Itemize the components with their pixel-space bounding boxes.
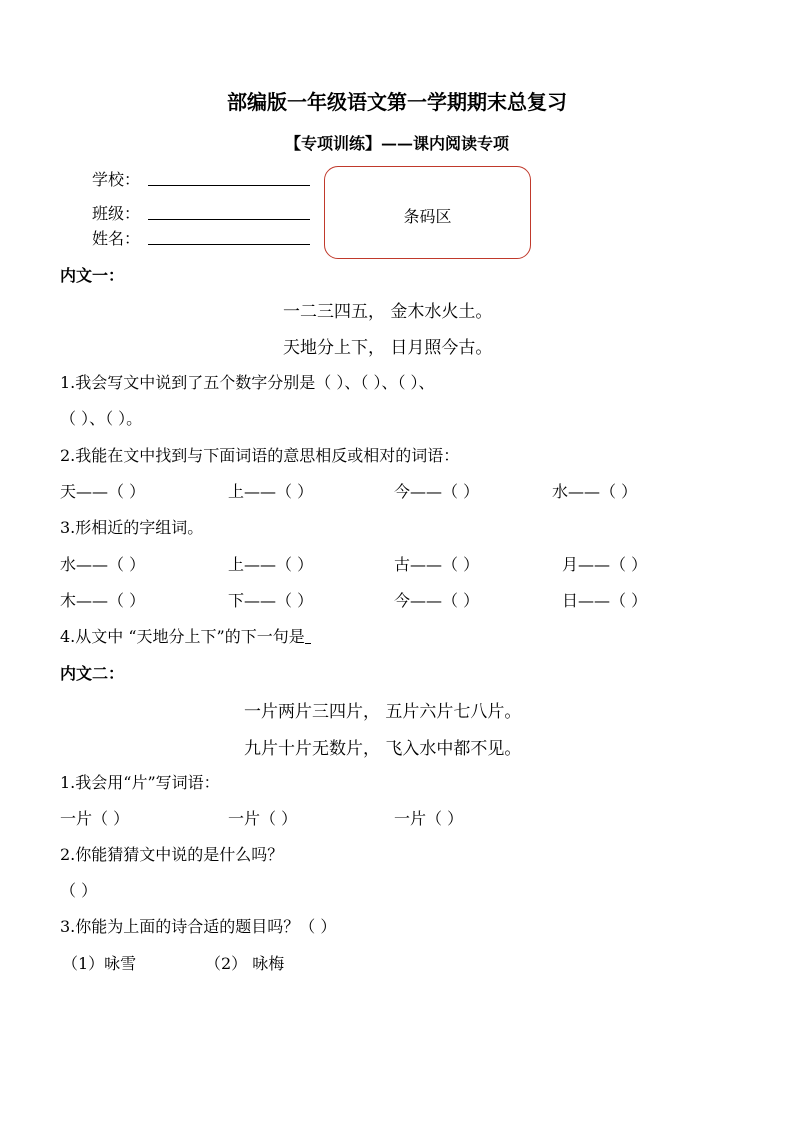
s1-question4: [60, 624, 311, 647]
page-title: 部编版一年级语文第一学期期末总复习: [227, 90, 567, 114]
s1-question1-line2: （ ）、（ ）。: [60, 409, 143, 428]
s2-q1-item: 一片（ ）: [228, 809, 298, 828]
s1-q2-item: 上——（ ）: [228, 482, 314, 501]
class-label: 班级：: [92, 204, 141, 223]
s1-q2-item: 天——（ ）: [60, 482, 146, 501]
section2-poem-line1: 一片两片三四片， 五片六片七八片。: [244, 702, 522, 722]
school-label: 学校：: [92, 170, 141, 189]
s1-question3: 3.形相近的字组词。: [60, 518, 204, 537]
s1-question2: 2.我能在文中找到与下面词语的意思相反或相对的词语：: [60, 446, 460, 465]
name-label: 姓名：: [92, 229, 141, 248]
s2-q3-option: （2） 咏梅: [205, 954, 285, 973]
section1-poem-line2: 天地分上下， 日月照今古。: [283, 338, 493, 358]
s2-q1-item: 一片（ ）: [60, 809, 130, 828]
section1-poem-line1: 一二三四五， 金木水火土。: [283, 302, 493, 322]
s1-q2-item: 今——（ ）: [394, 482, 480, 501]
school-field-line[interactable]: [148, 167, 310, 186]
s2-question3: 3.你能为上面的诗合适的题目吗？（ ）: [60, 917, 337, 936]
s2-q3-option: （1）咏雪: [62, 954, 137, 973]
s2-question1: 1.我会用“片”写词语：: [60, 773, 220, 792]
s1-q3-item: 月——（ ）: [562, 555, 648, 574]
s2-q2-answer: （ ）: [60, 881, 98, 900]
s1-q3-item: 下——（ ）: [228, 591, 314, 610]
name-field-line[interactable]: [148, 226, 310, 245]
s1-question1-line1: 1.我会写文中说到了五个数字分别是（ ）、（ ）、（ ）、: [60, 373, 435, 392]
s1-q3-item: 木——（ ）: [60, 591, 146, 610]
s1-question4-text: 4.从文中 “天地分上下”的下一句是: [60, 627, 305, 646]
s1-q3-item: 水——（ ）: [60, 555, 146, 574]
section1-heading: 内文一：: [60, 266, 125, 285]
s1-q3-item: 上——（ ）: [228, 555, 314, 574]
class-field-line[interactable]: [148, 201, 310, 220]
s1-q3-item: 今——（ ）: [394, 591, 480, 610]
s2-question2: 2.你能猜猜文中说的是什么吗？: [60, 845, 284, 864]
barcode-label: 条码区: [403, 207, 452, 226]
s1-q2-item: 水——（ ）: [552, 482, 638, 501]
s2-q1-item: 一片（ ）: [394, 809, 464, 828]
s1-q3-item: 古——（ ）: [394, 555, 480, 574]
page-subtitle: 【专项训练】——课内阅读专项: [284, 134, 509, 153]
answer-blank[interactable]: [305, 629, 311, 644]
section2-heading: 内文二：: [60, 664, 125, 683]
section2-poem-line2: 九片十片无数片， 飞入水中都不见。: [244, 739, 522, 759]
s1-q3-item: 日——（ ）: [562, 591, 648, 610]
